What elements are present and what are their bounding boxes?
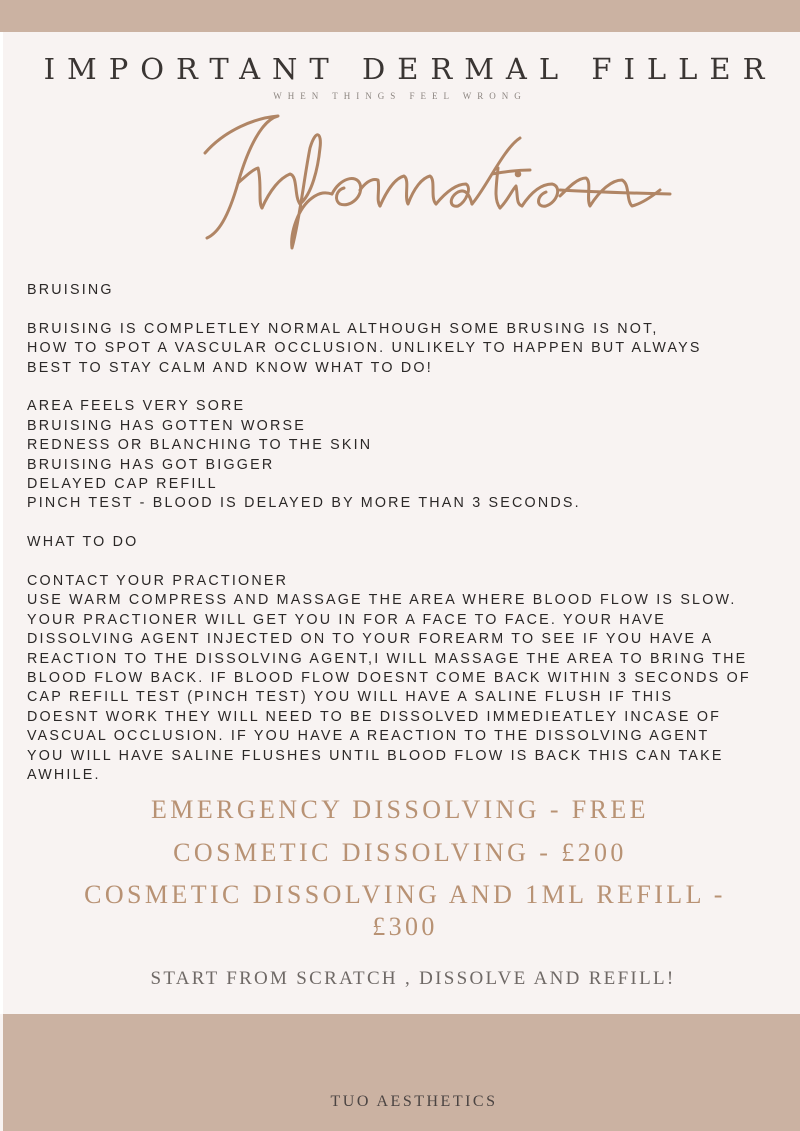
price-refill-line2: £300 [372,912,438,941]
body-text [27,281,797,805]
instructions-paragraph [27,572,797,785]
price-cosmetic-dissolving: COSMETIC DISSOLVING - £200 [173,838,627,867]
instruction-line: USE WARM COMPRESS AND MASSAGE THE AREA WHERE BLOOD FLOW IS SLOW. [27,592,737,609]
symptom-list [27,397,797,513]
instruction-line: BLOOD FLOW BACK. IF BLOOD FLOW DOESNT COME BACK WITHIN 3 SECONDS OF [27,670,751,687]
symptom-item: AREA FEELS VERY SORE [27,398,246,415]
intro-paragraph [27,320,797,378]
instruction-line: YOU WILL HAVE SALINE FLUSHES UNTIL BLOOD FLOW IS BACK THIS CAN TAKE [27,747,724,764]
page-title: IMPORTANT DERMAL FILLER [43,52,777,86]
bottom-color-band [3,1014,800,1131]
section-heading-what-to-do: WHAT TO DO [27,534,139,551]
symptom-item: BRUISING HAS GOTTEN WORSE [27,417,307,434]
price-emergency-dissolving: EMERGENCY DISSOLVING - FREE [151,795,649,824]
page-subtitle: WHEN THINGS FEEL WRONG [273,91,527,101]
intro-line: HOW TO SPOT A VASCULAR OCCLUSION. UNLIKELY TO HAPPEN BUT ALWAYS [27,340,702,357]
instruction-line: DISSOLVING AGENT INJECTED ON TO YOUR FOREARM TO SEE IF YOU HAVE A [27,631,714,648]
instruction-line: REACTION TO THE DISSOLVING AGENT,I WILL MASSAGE THE AREA TO BRING THE [27,650,748,667]
instruction-line: YOUR PRACTIONER WILL GET YOU IN FOR A FACE TO FACE. YOUR HAVE [27,611,666,628]
tagline: START FROM SCRATCH , DISSOLVE AND REFILL! [150,968,676,989]
instruction-line: CAP REFILL TEST (PINCH TEST) YOU WILL HAVE A SALINE FLUSH IF THIS [27,689,674,706]
instruction-line: CONTACT YOUR PRACTIONER [27,573,289,590]
section-heading-bruising: BRUISING [27,282,114,298]
intro-line: BRUISING IS COMPLETLEY NORMAL ALTHOUGH SOME BRUSING IS NOT, [27,320,659,337]
instruction-line: VASCUAL OCCLUSION. IF YOU HAVE A REACTION TO THE DISSOLVING AGENT [27,728,710,745]
script-title-information [0,108,800,258]
instruction-line: DOESNT WORK THEY WILL NEED TO BE DISSOLVED IMMEDIEATLEY INCASE OF [27,708,722,725]
intro-line: BEST TO STAY CALM AND KNOW WHAT TO DO! [27,359,433,376]
instruction-line: AWHILE. [27,767,101,784]
price-dissolving-and-refill [45,879,765,943]
top-color-band [0,0,800,32]
footer-brand: TUO AESTHETICS [330,1093,498,1110]
symptom-item: BRUISING HAS GOT BIGGER [27,456,275,473]
symptom-item: REDNESS OR BLANCHING TO THE SKIN [27,437,373,454]
symptom-item: PINCH TEST - BLOOD IS DELAYED BY MORE THAN 3 SECONDS. [27,495,581,512]
symptom-item: DELAYED CAP REFILL [27,476,218,493]
price-refill-line1: COSMETIC DISSOLVING AND 1ML REFILL - [84,880,726,909]
